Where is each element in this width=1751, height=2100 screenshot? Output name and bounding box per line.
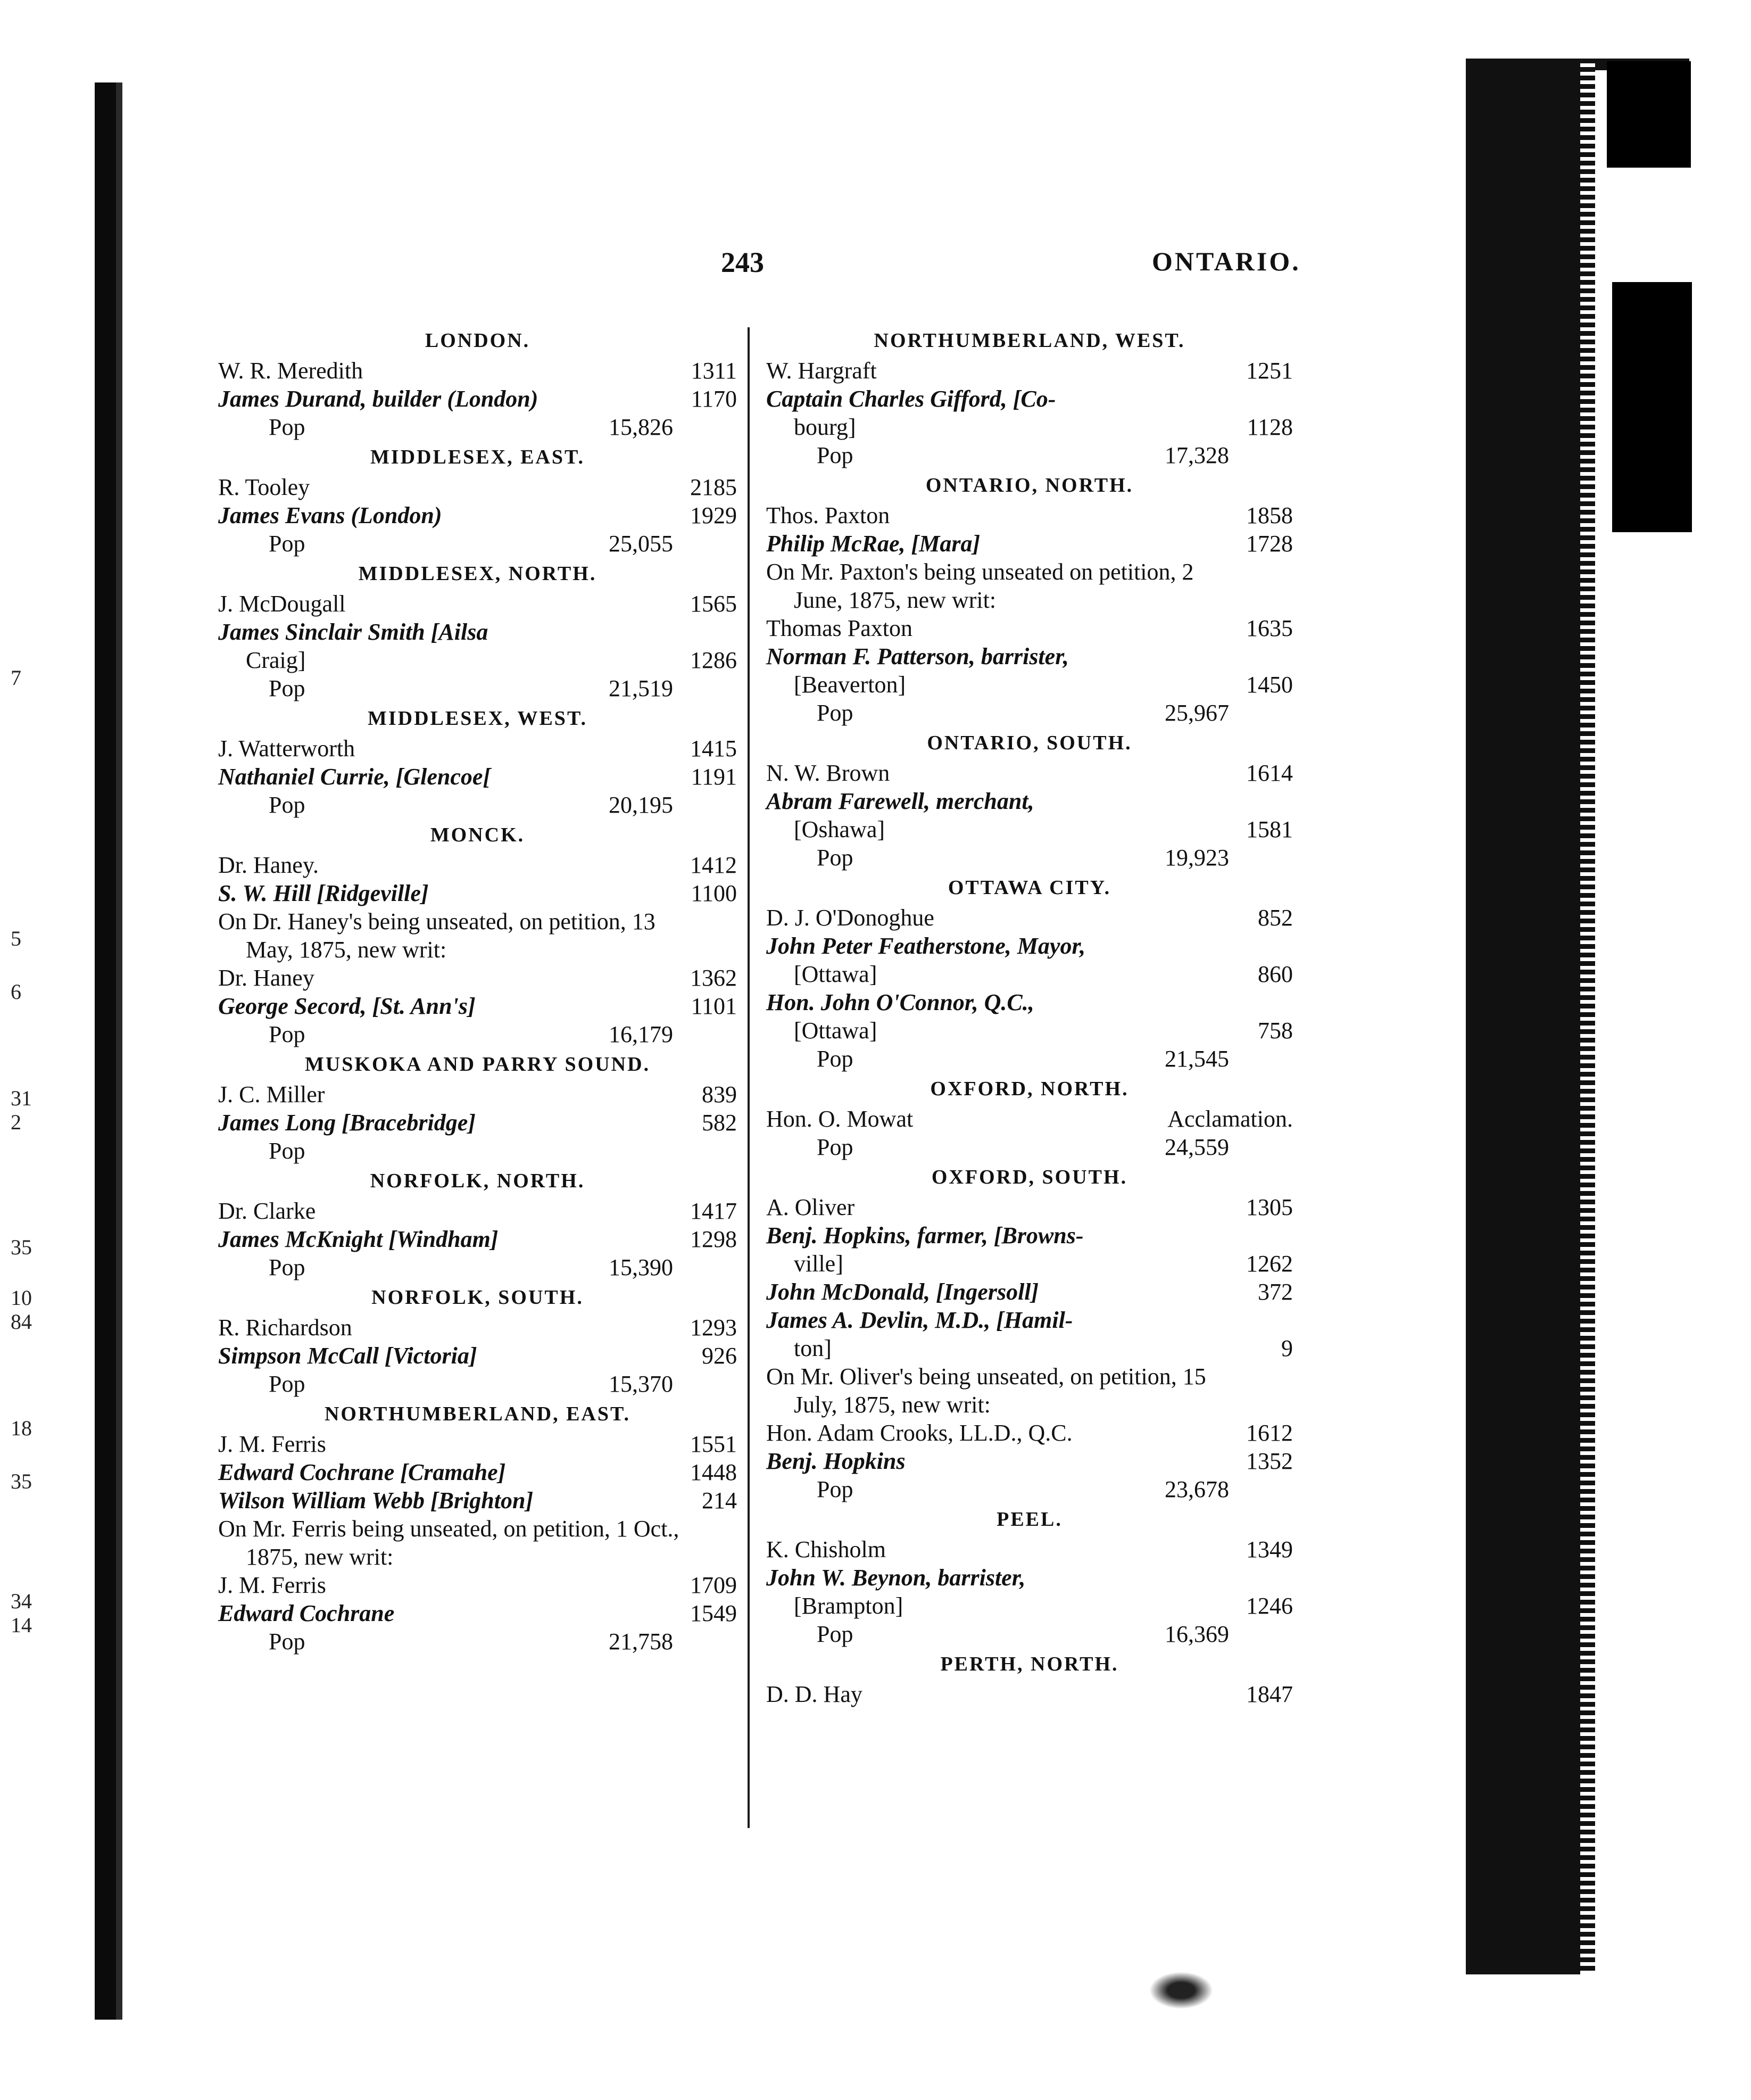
- candidate-row: [766, 385, 1293, 413]
- vote-count: 1412: [690, 852, 737, 878]
- candidate-row: [766, 614, 1293, 642]
- candidate-name: [Beaverton]: [794, 672, 906, 698]
- population-value: 16,179: [609, 1021, 673, 1047]
- right-column: [766, 325, 1293, 1708]
- candidate-name: John W. Beynon, barrister,: [766, 1565, 1026, 1591]
- election-note: On Dr. Haney's being unseated, on petition, 13 May, 1875, new writ:: [218, 908, 655, 963]
- binding-shadow-left-edge: [116, 82, 122, 2020]
- ink-blot: [1149, 1972, 1213, 2009]
- population-row: [218, 1627, 737, 1656]
- candidate-row-continued: [766, 1016, 1293, 1045]
- candidate-name: James A. Devlin, M.D., [Hamil-: [766, 1307, 1073, 1333]
- candidate-row: [218, 590, 737, 618]
- population-row: [218, 791, 737, 819]
- population-label: Pop: [817, 845, 853, 871]
- running-title: ONTARIO.: [1152, 246, 1301, 276]
- population-value: 16,369: [1165, 1621, 1229, 1647]
- population-row: [766, 1475, 1293, 1503]
- candidate-row: [218, 1458, 737, 1486]
- population-value: 15,390: [609, 1254, 673, 1280]
- candidate-name: Craig]: [246, 647, 306, 673]
- candidate-row-continued: [766, 1250, 1293, 1278]
- margin-number: 35: [11, 1235, 32, 1259]
- vote-count: 582: [702, 1110, 737, 1136]
- candidate-row: [766, 1193, 1293, 1221]
- vote-count: 1246: [1246, 1593, 1293, 1619]
- candidate-row: [218, 1080, 737, 1109]
- candidate-name: James Evans (London): [218, 502, 442, 528]
- vote-count: 1362: [690, 965, 737, 991]
- candidate-name: R. Richardson: [218, 1314, 352, 1341]
- vote-count: 1612: [1246, 1420, 1293, 1446]
- candidate-name: Edward Cochrane [Cramahe]: [218, 1459, 506, 1485]
- constituency-heading: MONCK.: [430, 824, 525, 846]
- candidate-name: J. McDougall: [218, 591, 346, 617]
- population-label: Pop: [269, 1254, 305, 1280]
- constituency-heading: MUSKOKA AND PARRY SOUND.: [304, 1053, 651, 1076]
- vote-count: 1728: [1246, 531, 1293, 557]
- candidate-row: [218, 1313, 737, 1342]
- candidate-name: D. J. O'Donoghue: [766, 905, 934, 931]
- margin-number: 34: [11, 1589, 32, 1613]
- candidate-row: [218, 618, 737, 646]
- population-row: [218, 1020, 737, 1048]
- candidate-row: [218, 1342, 737, 1370]
- candidate-name: Hon. John O'Connor, Q.C.,: [766, 989, 1034, 1015]
- left-column: [218, 325, 737, 1656]
- vote-count: 1311: [691, 358, 737, 384]
- margin-number: 84: [11, 1310, 32, 1334]
- constituency-heading: NORTHUMBERLAND, EAST.: [324, 1403, 631, 1425]
- vote-count: 1298: [690, 1226, 737, 1252]
- vote-count: 1448: [690, 1459, 737, 1485]
- vote-count: 1262: [1246, 1251, 1293, 1277]
- population-value: 25,967: [1165, 700, 1229, 726]
- candidate-name: Norman F. Patterson, barrister,: [766, 643, 1069, 669]
- candidate-row-continued: [218, 646, 737, 674]
- election-note: On Mr. Ferris being unseated, on petition, 1 Oct., 1875, new writ:: [218, 1516, 679, 1570]
- candidate-row: [218, 1571, 737, 1599]
- candidate-name: Dr. Haney.: [218, 852, 319, 878]
- candidate-name: Dr. Clarke: [218, 1198, 316, 1224]
- vote-count: 1100: [691, 880, 737, 906]
- population-label: Pop: [269, 1021, 305, 1047]
- candidate-name: [Oshawa]: [794, 816, 885, 842]
- candidate-row-continued: [766, 1592, 1293, 1620]
- population-value: 15,826: [609, 414, 673, 440]
- candidate-name: Abram Farewell, merchant,: [766, 788, 1034, 814]
- constituency-heading: NORFOLK, SOUTH.: [371, 1286, 584, 1309]
- vote-count: 1293: [690, 1314, 737, 1341]
- vote-count: 1450: [1246, 672, 1293, 698]
- constituency-heading: NORFOLK, NORTH.: [370, 1170, 585, 1192]
- candidate-row: [766, 357, 1293, 385]
- population-row: [218, 674, 737, 702]
- candidate-row: [766, 530, 1293, 558]
- candidate-name: Hon. O. Mowat: [766, 1106, 914, 1132]
- vote-count: 1286: [690, 647, 737, 673]
- candidate-name: bourg]: [794, 414, 856, 440]
- candidate-row: [218, 734, 737, 763]
- candidate-row: [218, 763, 737, 791]
- margin-number: 18: [11, 1416, 32, 1440]
- candidate-name: Wilson William Webb [Brighton]: [218, 1487, 534, 1514]
- vote-count: 852: [1258, 905, 1293, 931]
- candidate-name: R. Tooley: [218, 474, 310, 500]
- vote-count: 1251: [1246, 358, 1293, 384]
- vote-count: 860: [1258, 961, 1293, 987]
- constituency-heading: ONTARIO, SOUTH.: [927, 732, 1132, 754]
- population-label: Pop: [269, 1138, 305, 1164]
- vote-count: Acclamation.: [1167, 1106, 1293, 1132]
- candidate-name: D. D. Hay: [766, 1681, 862, 1707]
- constituency-heading: MIDDLESEX, EAST.: [370, 446, 585, 468]
- candidate-name: [Ottawa]: [794, 1018, 877, 1044]
- vote-count: 1349: [1246, 1536, 1293, 1562]
- election-note: On Mr. Oliver's being unseated, on petition, 15 July, 1875, new writ:: [766, 1363, 1206, 1418]
- candidate-row: [218, 1225, 737, 1253]
- candidate-row: [218, 964, 737, 992]
- candidate-name: ville]: [794, 1251, 843, 1277]
- candidate-name: W. R. Meredith: [218, 358, 363, 384]
- page-number: 243: [721, 246, 764, 278]
- population-row: [766, 1045, 1293, 1073]
- vote-count: 1101: [691, 993, 737, 1019]
- candidate-name: Philip McRae, [Mara]: [766, 531, 981, 557]
- margin-number: 35: [11, 1469, 32, 1493]
- candidate-name: George Secord, [St. Ann's]: [218, 993, 476, 1019]
- vote-count: 1614: [1246, 760, 1293, 786]
- election-note: On Mr. Paxton's being unseated on petition, 2 June, 1875, new writ:: [766, 559, 1194, 613]
- candidate-name: John McDonald, [Ingersoll]: [766, 1279, 1039, 1305]
- candidate-row: [766, 642, 1293, 671]
- population-value: 20,195: [609, 792, 673, 818]
- population-label: Pop: [817, 442, 853, 468]
- population-label: Pop: [817, 1046, 853, 1072]
- population-value: 21,519: [609, 675, 673, 701]
- scan-block-middle: [1612, 282, 1692, 532]
- population-value: 25,055: [609, 531, 673, 557]
- candidate-name: James McKnight [Windham]: [218, 1226, 499, 1252]
- candidate-row-continued: [766, 815, 1293, 844]
- candidate-row: [766, 988, 1293, 1016]
- scan-edge-right: [1466, 59, 1580, 1974]
- population-value: 15,370: [609, 1371, 673, 1397]
- vote-count: 1305: [1246, 1194, 1293, 1220]
- candidate-name: Dr. Haney: [218, 965, 314, 991]
- candidate-name: Thomas Paxton: [766, 615, 912, 641]
- candidate-name: J. M. Ferris: [218, 1431, 326, 1457]
- population-value: 19,923: [1165, 845, 1229, 871]
- candidate-name: W. Hargraft: [766, 358, 877, 384]
- margin-number: 5: [11, 927, 21, 950]
- vote-count: 1191: [691, 764, 737, 790]
- candidate-name: J. Watterworth: [218, 735, 355, 762]
- candidate-name: James Sinclair Smith [Ailsa: [218, 619, 488, 645]
- vote-count: 1417: [690, 1198, 737, 1224]
- population-label: Pop: [817, 1476, 853, 1502]
- candidate-name: J. M. Ferris: [218, 1572, 326, 1598]
- candidate-row: [218, 992, 737, 1020]
- population-value: 23,678: [1165, 1476, 1229, 1502]
- candidate-row: [218, 501, 737, 530]
- candidate-row: [766, 1419, 1293, 1447]
- vote-count: 1709: [690, 1572, 737, 1598]
- vote-count: 839: [702, 1081, 737, 1107]
- candidate-row: [766, 1680, 1293, 1708]
- vote-count: 2185: [690, 474, 737, 500]
- population-row: [218, 530, 737, 558]
- population-row: [766, 441, 1293, 469]
- vote-count: 1565: [690, 591, 737, 617]
- vote-count: 372: [1258, 1279, 1293, 1305]
- vote-count: 1847: [1246, 1681, 1293, 1707]
- candidate-row: [218, 1197, 737, 1225]
- vote-count: 214: [702, 1487, 737, 1514]
- vote-count: 1170: [691, 386, 737, 412]
- population-value: 21,545: [1165, 1046, 1229, 1072]
- vote-count: 1635: [1246, 615, 1293, 641]
- candidate-name: Benj. Hopkins, farmer, [Browns-: [766, 1222, 1084, 1249]
- candidate-row: [218, 879, 737, 907]
- candidate-name: Nathaniel Currie, [Glencoe[: [218, 764, 491, 790]
- candidate-row: [766, 759, 1293, 787]
- population-label: Pop: [817, 1134, 853, 1160]
- candidate-row: [766, 1221, 1293, 1250]
- population-label: Pop: [269, 414, 305, 440]
- candidate-row-continued: [766, 671, 1293, 699]
- vote-count: 1551: [690, 1431, 737, 1457]
- scan-edge-right-texture: [1580, 59, 1595, 1974]
- population-row: [766, 1620, 1293, 1648]
- vote-count: 1128: [1247, 414, 1293, 440]
- candidate-name: A. Oliver: [766, 1194, 855, 1220]
- candidate-row: [766, 1535, 1293, 1564]
- margin-number: 6: [11, 980, 21, 1004]
- constituency-heading: NORTHUMBERLAND, WEST.: [874, 329, 1185, 352]
- candidate-row: [218, 851, 737, 879]
- candidate-name: J. C. Miller: [218, 1081, 325, 1107]
- vote-count: 1929: [690, 502, 737, 528]
- candidate-row: [218, 1430, 737, 1458]
- population-row: [218, 1137, 737, 1165]
- candidate-name: Benj. Hopkins: [766, 1448, 906, 1474]
- candidate-row: [218, 357, 737, 385]
- constituency-heading: LONDON.: [425, 329, 530, 352]
- candidate-name: John Peter Featherstone, Mayor,: [766, 933, 1086, 959]
- constituency-heading: OTTAWA CITY.: [948, 877, 1111, 899]
- constituency-heading: PERTH, NORTH.: [940, 1653, 1119, 1675]
- constituency-heading: MIDDLESEX, NORTH.: [358, 563, 597, 585]
- population-label: Pop: [269, 1371, 305, 1397]
- constituency-heading: OXFORD, SOUTH.: [931, 1166, 1128, 1188]
- candidate-name: [Brampton]: [794, 1593, 903, 1619]
- vote-count: 758: [1258, 1018, 1293, 1044]
- candidate-row-continued: [766, 960, 1293, 988]
- population-value: 17,328: [1165, 442, 1229, 468]
- candidate-name: Hon. Adam Crooks, LL.D., Q.C.: [766, 1420, 1073, 1446]
- population-label: Pop: [817, 700, 853, 726]
- population-row: [218, 413, 737, 441]
- candidate-row: [766, 1306, 1293, 1334]
- vote-count: 926: [702, 1343, 737, 1369]
- candidate-row: [766, 904, 1293, 932]
- vote-count: 1858: [1246, 502, 1293, 528]
- candidate-name: Simpson McCall [Victoria]: [218, 1343, 477, 1369]
- candidate-row: [766, 1564, 1293, 1592]
- population-row: [766, 699, 1293, 727]
- margin-number: 2: [11, 1110, 21, 1134]
- candidate-name: [Ottawa]: [794, 961, 877, 987]
- candidate-name: K. Chisholm: [766, 1536, 886, 1562]
- candidate-name: James Long [Bracebridge]: [218, 1110, 476, 1136]
- candidate-row-continued: [766, 1334, 1293, 1362]
- margin-number: 7: [11, 666, 21, 690]
- vote-count: 1352: [1246, 1448, 1293, 1474]
- margin-number: 31: [11, 1086, 32, 1110]
- candidate-row: [218, 473, 737, 501]
- candidate-row: [218, 1486, 737, 1515]
- population-label: Pop: [817, 1621, 853, 1647]
- candidate-name: N. W. Brown: [766, 760, 890, 786]
- candidate-row: [218, 1109, 737, 1137]
- page-header: [0, 246, 1751, 283]
- vote-count: 1549: [690, 1600, 737, 1626]
- margin-number: 14: [11, 1613, 32, 1637]
- population-label: Pop: [269, 531, 305, 557]
- column-divider: [748, 327, 750, 1828]
- population-value: 24,559: [1165, 1134, 1229, 1160]
- candidate-row: [766, 1278, 1293, 1306]
- candidate-row: [766, 1105, 1293, 1133]
- population-label: Pop: [269, 675, 305, 701]
- constituency-heading: MIDDLESEX, WEST.: [368, 707, 587, 730]
- vote-count: 9: [1281, 1335, 1293, 1361]
- margin-number: 10: [11, 1286, 32, 1310]
- population-row: [218, 1370, 737, 1398]
- candidate-name: Thos. Paxton: [766, 502, 890, 528]
- candidate-row: [766, 787, 1293, 815]
- vote-count: 1415: [690, 735, 737, 762]
- population-label: Pop: [269, 792, 305, 818]
- constituency-heading: ONTARIO, NORTH.: [925, 474, 1134, 497]
- scan-block-top: [1607, 61, 1691, 168]
- constituency-heading: OXFORD, NORTH.: [930, 1078, 1129, 1100]
- population-row: [218, 1253, 737, 1282]
- candidate-row: [218, 1599, 737, 1627]
- binding-shadow-left: [95, 82, 116, 2020]
- candidate-row: [766, 501, 1293, 530]
- population-row: [766, 844, 1293, 872]
- population-value: 21,758: [609, 1628, 673, 1655]
- candidate-row: [766, 1447, 1293, 1475]
- vote-count: 1581: [1246, 816, 1293, 842]
- candidate-row-continued: [766, 413, 1293, 441]
- candidate-name: James Durand, builder (London): [218, 386, 538, 412]
- candidate-name: S. W. Hill [Ridgeville]: [218, 880, 429, 906]
- population-label: Pop: [269, 1628, 305, 1655]
- population-row: [766, 1133, 1293, 1161]
- constituency-heading: PEEL.: [997, 1508, 1063, 1531]
- candidate-name: ton]: [794, 1335, 832, 1361]
- candidate-name: Captain Charles Gifford, [Co-: [766, 386, 1056, 412]
- candidate-row: [218, 385, 737, 413]
- candidate-row: [766, 932, 1293, 960]
- candidate-name: Edward Cochrane: [218, 1600, 395, 1626]
